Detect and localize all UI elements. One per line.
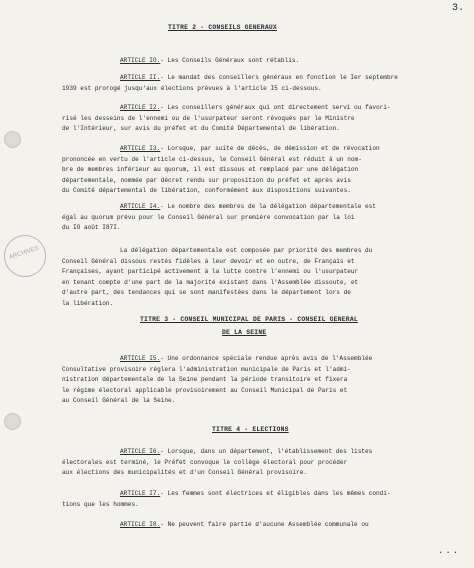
article-16-label: ARTICLE I6. (120, 448, 161, 455)
article-12 (62, 103, 460, 135)
article-14 (62, 202, 460, 234)
article-14-p2-line-5: d'autre part, des tendances qui se sont manifestées dans le département lors de (62, 289, 351, 296)
page-number: 3. (452, 3, 465, 14)
article-14-p2-line-2: Conseil Général dissous restés fidèles à leur devoir et en outre, de Français et (62, 257, 355, 265)
article-16-line-1: - Lorsque, dans un département, l'établissement des listes (160, 448, 373, 455)
article-13-line-1: - Lorsque, par suite de décès, de démission et de révocation (160, 145, 380, 152)
article-12-line-3: de l'Intérieur, sur avis du préfet et du Comité Départemental de libération. (62, 125, 340, 132)
article-14-p2-line-3: Françaises, ayant participé activement à la lutte contre l'ennemi ou l'usurpateur (62, 268, 359, 275)
article-10-label: ARTICLE IO. (120, 57, 161, 64)
article-17 (62, 489, 460, 510)
title-2-heading: TITRE 2 - CONSEILS GENERAUX (168, 24, 277, 31)
article-18 (62, 520, 460, 531)
article-13-line-4: départementale, nommée par décret rendu sur proposition du préfet et après avis (62, 176, 351, 184)
article-18-line-1: - Ne peuvent faire partie d'aucune Assemblée communale ou (160, 521, 369, 528)
article-15-label: ARTICLE I5. (120, 355, 161, 362)
article-11-line-2: 1939 est prorogé jusqu'aux élections prévues à l'article I5 ci-dessous. (62, 84, 322, 92)
article-14-line-2: égal au quorum prévu pour le Conseil Général sur première convocation par la loi (62, 213, 355, 221)
punch-hole-bottom (4, 413, 21, 430)
article-11-line-1: - Le mandat des conseillers généraux en fonction le Ier septembre (160, 74, 398, 81)
article-12-line-2: risé les desseins de l'ennemi ou de l'usurpateur seront révoqués par le Ministre (62, 114, 355, 122)
article-11-label: ARTICLE II. (120, 74, 161, 81)
article-10 (120, 56, 450, 67)
article-15-line-5: au Conseil Général de la Seine. (62, 397, 176, 404)
article-14-paragraph-2 (62, 246, 460, 309)
article-15-line-2: Consultative provisoire réglera l'administration municipale de Paris et l'admi- (62, 365, 351, 373)
article-14-p2-line-1: La délégation départementale est composée par priorité des membres du (120, 247, 373, 254)
article-14-line-1: - Le nombre des membres de la délégation départementale est (160, 203, 376, 210)
article-15-line-4: le régime électoral applicable provisoirement au Conseil Municipal de Paris et (62, 386, 348, 394)
article-15-line-1: - Une ordonnance spéciale rendue après avis de l'Assemblée (160, 355, 373, 362)
article-13-line-5: du Comité départemental de libération, conformément aux dispositions suivantes. (62, 187, 351, 194)
article-17-line-1: - Les femmes sont électrices et éligibles dans les mêmes condi- (160, 490, 391, 497)
punch-hole-top (4, 131, 21, 148)
article-13 (62, 144, 460, 197)
article-16 (62, 447, 460, 479)
article-15 (62, 354, 460, 407)
article-15-line-3: nistration départementale de la Seine pendant la période transitoire et fixera (62, 376, 348, 383)
archives-stamp (0, 230, 51, 283)
article-14-label: ARTICLE I4. (120, 203, 161, 210)
article-13-label: ARTICLE I3. (120, 145, 161, 152)
title-4-heading: TITRE 4 - ELECTIONS (212, 426, 289, 433)
article-16-line-2: électorales est terminé, le Préfet convoque le collège électoral pour procéder (62, 458, 348, 466)
article-14-p2-line-4: en tenant compte d'une part de la majorité existant dans l'Assemblée dissoute, et (62, 278, 359, 286)
article-17-label: ARTICLE I7. (120, 490, 161, 497)
article-13-line-2: prononcée en vertu de l'article ci-dessus, le Conseil Général est réduit à un nom- (62, 155, 362, 163)
article-13-line-3: bre de membres inférieur au quorum, il est dissous et remplacé par une délégation (62, 166, 359, 173)
article-10-text: - Les Conseils Généraux sont rétablis. (160, 57, 300, 64)
article-14-p2-line-6: la libération. (62, 299, 114, 307)
title-3-heading-line-2: DE LA SEINE (222, 329, 267, 336)
article-18-label: ARTICLE I8. (120, 521, 161, 528)
article-14-line-3: du IO août I87I. (62, 224, 121, 231)
archives-stamp-text: ARCHIVES (8, 245, 40, 261)
article-16-line-3: aux élections des municipalités et d'un Conseil Général provisoire. (62, 469, 308, 476)
article-12-line-1: - Les conseillers généraux qui ont directement servi ou favori- (160, 104, 391, 111)
article-17-line-2: tions que les hommes. (62, 500, 139, 508)
title-3-heading: TITRE 3 - CONSEIL MUNICIPAL DE PARIS - CONSEIL GENERAL (140, 316, 358, 323)
article-11 (62, 73, 460, 94)
continuation-mark: ... (438, 546, 461, 556)
article-12-label: ARTICLE I2. (120, 104, 161, 111)
